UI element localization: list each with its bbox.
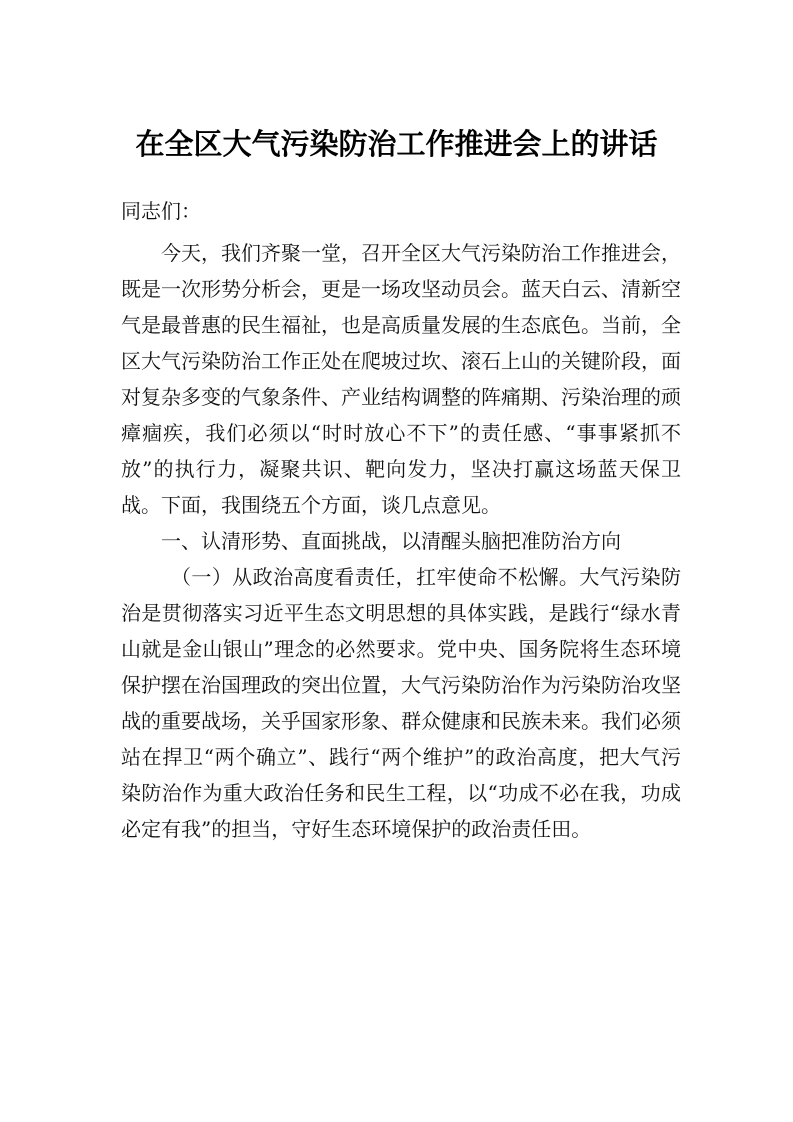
document-body [121,235,681,847]
section-heading: 一、认清形势、直面挑战，以清醒头脑把准防治方向 [161,529,621,553]
intro-paragraph: 今天，我们齐聚一堂，召开全区大气污染防治工作推进会，既是一次形势分析会，更是一场攻坚动员会。蓝天白云、清新空气是最普惠的民生福祉，也是高质量发展的生态底色。当前，全区大气污染防治工作正处在爬坡过坎、滚石上山的关键阶段，面对复杂多变的气象条件、产业结构调整的阵痛期、污染治理的顽瘴痼疾，我们必须以“时时放心不下”的责任感、“事事紧抓不放”的执行力，凝聚共识、靶向发力，坚决打赢这场蓝天保卫战。下面，我围绕五个方面，谈几点意见。 [121,241,681,517]
subsection-paragraph: （一）从政治高度看责任，扛牢使命不松懈。大气污染防治是贯彻落实习近平生态文明思想的具体实践，是践行“绿水青山就是金山银山”理念的必然要求。党中央、国务院将生态环境保护摆在治国理政的突出位置，大气污染防治作为污染防治攻坚战的重要战场，关乎国家形象、群众健康和民族未来。我们必须站在捍卫“两个确立”、践行“两个维护”的政治高度，把大气污染防治作为重大政治任务和民生工程，以“功成不必在我，功成必定有我”的担当，守好生态环境保护的政治责任田。 [121,565,681,841]
greeting: 同志们： [121,199,201,223]
document-title: 在全区大气污染防治工作推进会上的讲话 [135,127,658,161]
